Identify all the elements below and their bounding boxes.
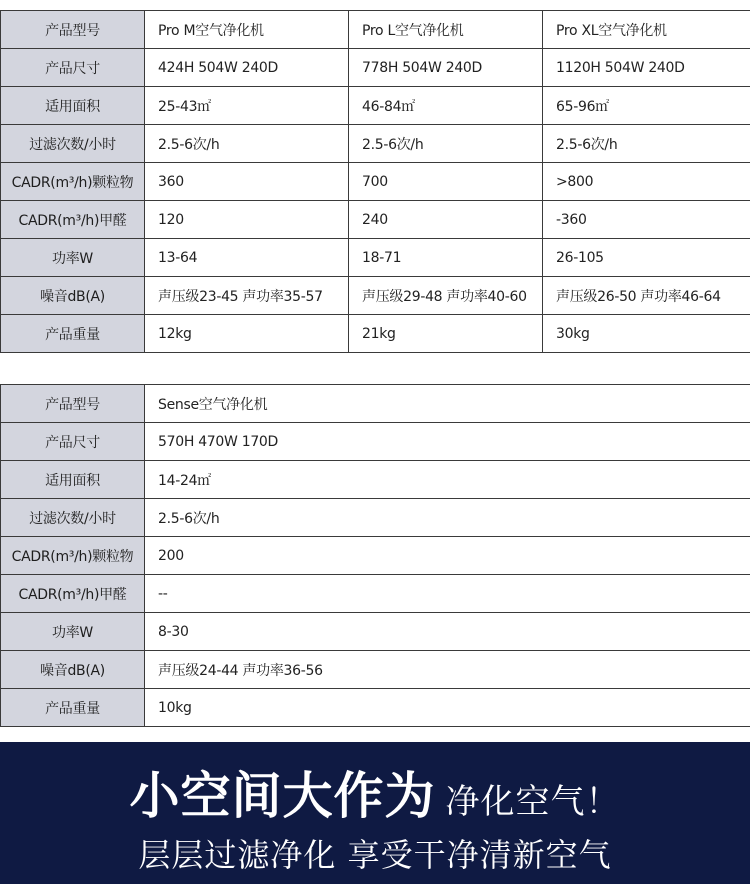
table-cell: 声压级24-44 声功率36-56 [145,651,750,689]
banner-subline: 层层过滤净化 享受干净清新空气 [138,836,612,874]
table-cell: Pro L空气净化机 [349,11,543,49]
table-cell: 25-43㎡ [145,87,349,125]
table-row [1,689,750,727]
table-cell: 46-84㎡ [349,87,543,125]
table-cell: 8-30 [145,613,750,651]
table-row [1,613,750,651]
row-label: 适用面积 [1,87,145,125]
table-row [1,315,750,353]
banner-headline [0,756,750,828]
row-label: CADR(m³/h)甲醛 [1,201,145,239]
table-cell: 10kg [145,689,750,727]
table-cell: 360 [145,163,349,201]
table-cell: 14-24㎡ [145,461,750,499]
table-row [1,239,750,277]
row-label: 产品尺寸 [1,49,145,87]
row-label: 产品型号 [1,11,145,49]
table-row [1,651,750,689]
table-cell: Sense空气净化机 [145,385,750,423]
row-label: CADR(m³/h)甲醛 [1,575,145,613]
table-cell: 2.5-6次/h [543,125,750,163]
table-row [1,575,750,613]
table-cell: 200 [145,537,750,575]
table-cell: 26-105 [543,239,750,277]
promo-banner [0,742,750,884]
row-label: 功率W [1,613,145,651]
table-cell: 18-71 [349,239,543,277]
table-cell: Pro M空气净化机 [145,11,349,49]
table-cell: 778H 504W 240D [349,49,543,87]
table-cell: 21kg [349,315,543,353]
table-row [1,125,750,163]
table-cell: 65-96㎡ [543,87,750,125]
row-label: 噪音dB(A) [1,277,145,315]
table-row [1,87,750,125]
spec-table-sense [0,384,750,727]
table-cell: 2.5-6次/h [349,125,543,163]
row-label: 产品重量 [1,689,145,727]
row-label: CADR(m³/h)颗粒物 [1,537,145,575]
table-row [1,423,750,461]
table-cell: 570H 470W 170D [145,423,750,461]
table-cell: -- [145,575,750,613]
table-row [1,11,750,49]
table-row [1,201,750,239]
table-cell: 424H 504W 240D [145,49,349,87]
table-cell: 1120H 504W 240D [543,49,750,87]
table-row [1,385,750,423]
table-row [1,537,750,575]
row-label: 产品尺寸 [1,423,145,461]
table-row [1,461,750,499]
table-cell: 700 [349,163,543,201]
table-cell: 声压级26-50 声功率46-64 [543,277,750,315]
row-label: 产品型号 [1,385,145,423]
table-cell: 12kg [145,315,349,353]
banner-headline-main: 小空间大作为 [129,767,436,825]
row-label: 过滤次数/小时 [1,125,145,163]
table-cell: 声压级23-45 声功率35-57 [145,277,349,315]
table-cell: 120 [145,201,349,239]
table-cell: -360 [543,201,750,239]
row-label: 过滤次数/小时 [1,499,145,537]
banner-headline-tail: 净化空气！ [445,782,621,822]
spec-table-pro-series [0,10,750,353]
table-cell: Pro XL空气净化机 [543,11,750,49]
row-label: 功率W [1,239,145,277]
table-cell: 13-64 [145,239,349,277]
row-label: 噪音dB(A) [1,651,145,689]
table-cell: >800 [543,163,750,201]
table-cell: 240 [349,201,543,239]
row-label: 适用面积 [1,461,145,499]
row-label: 产品重量 [1,315,145,353]
table-cell: 2.5-6次/h [145,499,750,537]
table-row [1,49,750,87]
row-label: CADR(m³/h)颗粒物 [1,163,145,201]
table-cell: 30kg [543,315,750,353]
table-cell: 2.5-6次/h [145,125,349,163]
table-row [1,499,750,537]
table-row [1,163,750,201]
table-row [1,277,750,315]
table-cell: 声压级29-48 声功率40-60 [349,277,543,315]
